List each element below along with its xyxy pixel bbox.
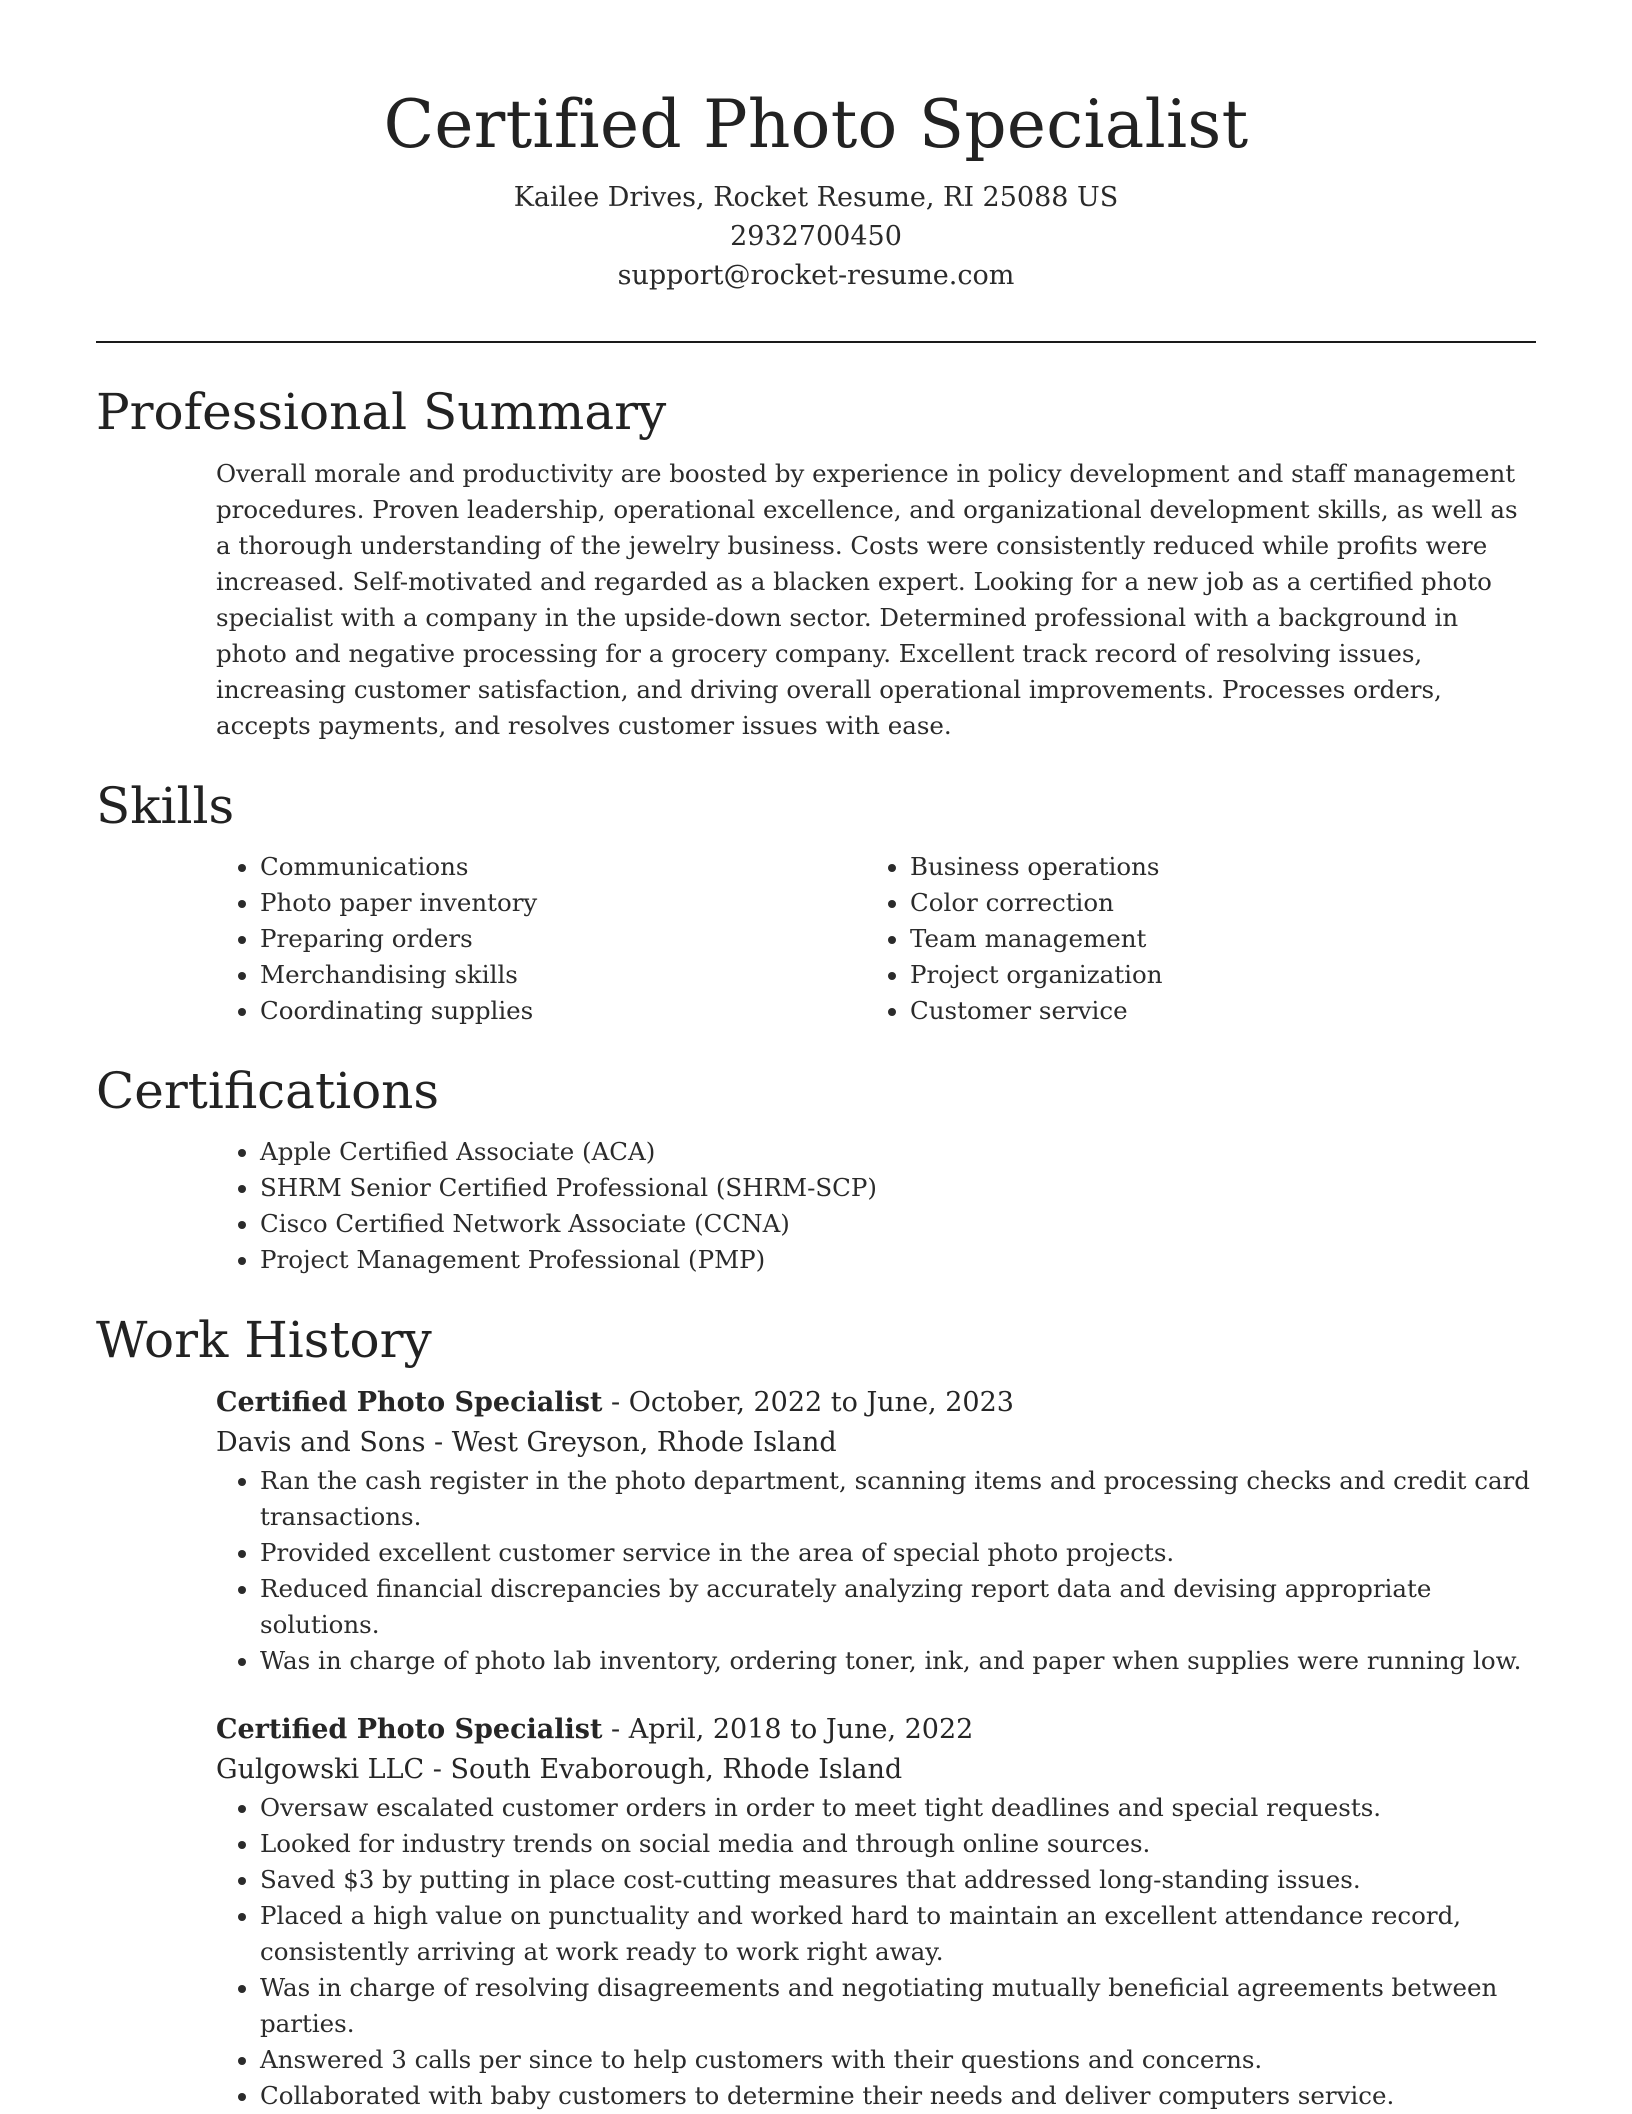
job-title: Certified Photo Specialist	[216, 1387, 603, 1418]
contact-phone: 2932700450	[730, 221, 902, 252]
list-item: • Collaborated with baby customers to determine their needs and deliver computers service.	[260, 2078, 1536, 2114]
list-item: • Cisco Certified Network Associate (CCNA)	[260, 1206, 1536, 1242]
list-item: • Apple Certified Associate (ACA)	[260, 1134, 1536, 1170]
list-item: • Business operations	[910, 849, 1530, 885]
job-entry	[96, 1383, 1536, 1679]
list-item: • Reduced financial discrepancies by accurately analyzing report data and devising appropriate solutions.	[260, 1571, 1536, 1643]
contact-address: Kailee Drives, Rocket Resume, RI 25088 US	[513, 182, 1119, 213]
list-item: • Team management	[910, 921, 1530, 957]
skills-list-right	[910, 849, 1530, 1029]
job-dates: - October, 2022 to June, 2023	[602, 1387, 1014, 1418]
list-item: • SHRM Senior Certified Professional (SHRM-SCP)	[260, 1170, 1536, 1206]
contact-block	[0, 178, 1632, 295]
list-item: • Looked for industry trends on social media and through online sources.	[260, 1826, 1536, 1862]
list-item: • Communications	[260, 849, 746, 885]
list-item: • Oversaw escalated customer orders in order to meet tight deadlines and special requests.	[260, 1790, 1536, 1826]
list-item: • Photo paper inventory	[260, 885, 746, 921]
work-history-section	[96, 1308, 1536, 2114]
header-divider	[96, 341, 1536, 343]
list-item: • Answered 3 calls per since to help customers with their questions and concerns.	[260, 2042, 1536, 2078]
skills-heading: Skills	[96, 777, 235, 835]
job-title: Certified Photo Specialist	[216, 1714, 603, 1745]
list-item: • Ran the cash register in the photo department, scanning items and processing checks and credit card transactions.	[260, 1463, 1536, 1535]
job-employer: Gulgowski LLC - South Evaborough, Rhode Island	[216, 1754, 903, 1785]
candidate-name: Certified Photo Specialist	[383, 86, 1249, 163]
list-item: • Merchandising skills	[260, 957, 746, 993]
list-item: • Coordinating supplies	[260, 993, 746, 1029]
certifications-heading: Certifications	[96, 1062, 440, 1120]
certifications-section	[96, 1059, 1536, 1278]
job-bullets	[216, 1463, 1536, 1679]
certifications-list	[96, 1134, 1536, 1278]
summary-text: Overall morale and productivity are boosted by experience in policy development and staff management procedures. Proven leadership, operational excellence, and organizational development skills, as well as a thorough understanding of the jewelry business. Costs were consistently reduced while profits were increased. Self-motivated and regarded as a blacken expert. Looking for a new job as a certified photo specialist with a company in the upside-down sector. Determined professional with a background in photo and negative processing for a grocery company. Excellent track record of resolving issues, increasing customer satisfaction, and driving overall operational improvements. Processes orders, accepts payments, and resolves customer issues with ease.	[216, 459, 1518, 740]
job-employer: Davis and Sons - West Greyson, Rhode Island	[216, 1427, 837, 1458]
list-item: • Provided excellent customer service in the area of special photo projects.	[260, 1535, 1536, 1571]
summary-section	[96, 380, 1536, 744]
skills-list-left	[96, 849, 746, 1029]
resume-header	[0, 80, 1632, 295]
list-item: • Placed a high value on punctuality and worked hard to maintain an excellent attendance record, consistently arriving at work ready to work right away.	[260, 1898, 1536, 1970]
work-history-heading: Work History	[96, 1311, 432, 1369]
list-item: • Project Management Professional (PMP)	[260, 1242, 1536, 1278]
list-item: • Customer service	[910, 993, 1530, 1029]
job-title-line	[216, 1710, 1536, 1750]
list-item: • Saved $3 by putting in place cost-cutting measures that addressed long-standing issues.	[260, 1862, 1536, 1898]
list-item: • Preparing orders	[260, 921, 746, 957]
job-entry	[96, 1710, 1536, 2114]
skills-section	[96, 774, 1536, 1029]
skills-columns	[96, 849, 1536, 1029]
list-item: • Project organization	[910, 957, 1530, 993]
summary-heading: Professional Summary	[96, 383, 667, 441]
job-title-line	[216, 1383, 1536, 1423]
contact-email: support@rocket-resume.com	[617, 260, 1015, 291]
job-bullets	[216, 1790, 1536, 2114]
list-item: • Was in charge of resolving disagreements and negotiating mutually beneficial agreements between parties.	[260, 1970, 1536, 2042]
list-item: • Color correction	[910, 885, 1530, 921]
list-item: • Was in charge of photo lab inventory, ordering toner, ink, and paper when supplies were running low.	[260, 1643, 1536, 1679]
job-dates: - April, 2018 to June, 2022	[602, 1714, 974, 1745]
